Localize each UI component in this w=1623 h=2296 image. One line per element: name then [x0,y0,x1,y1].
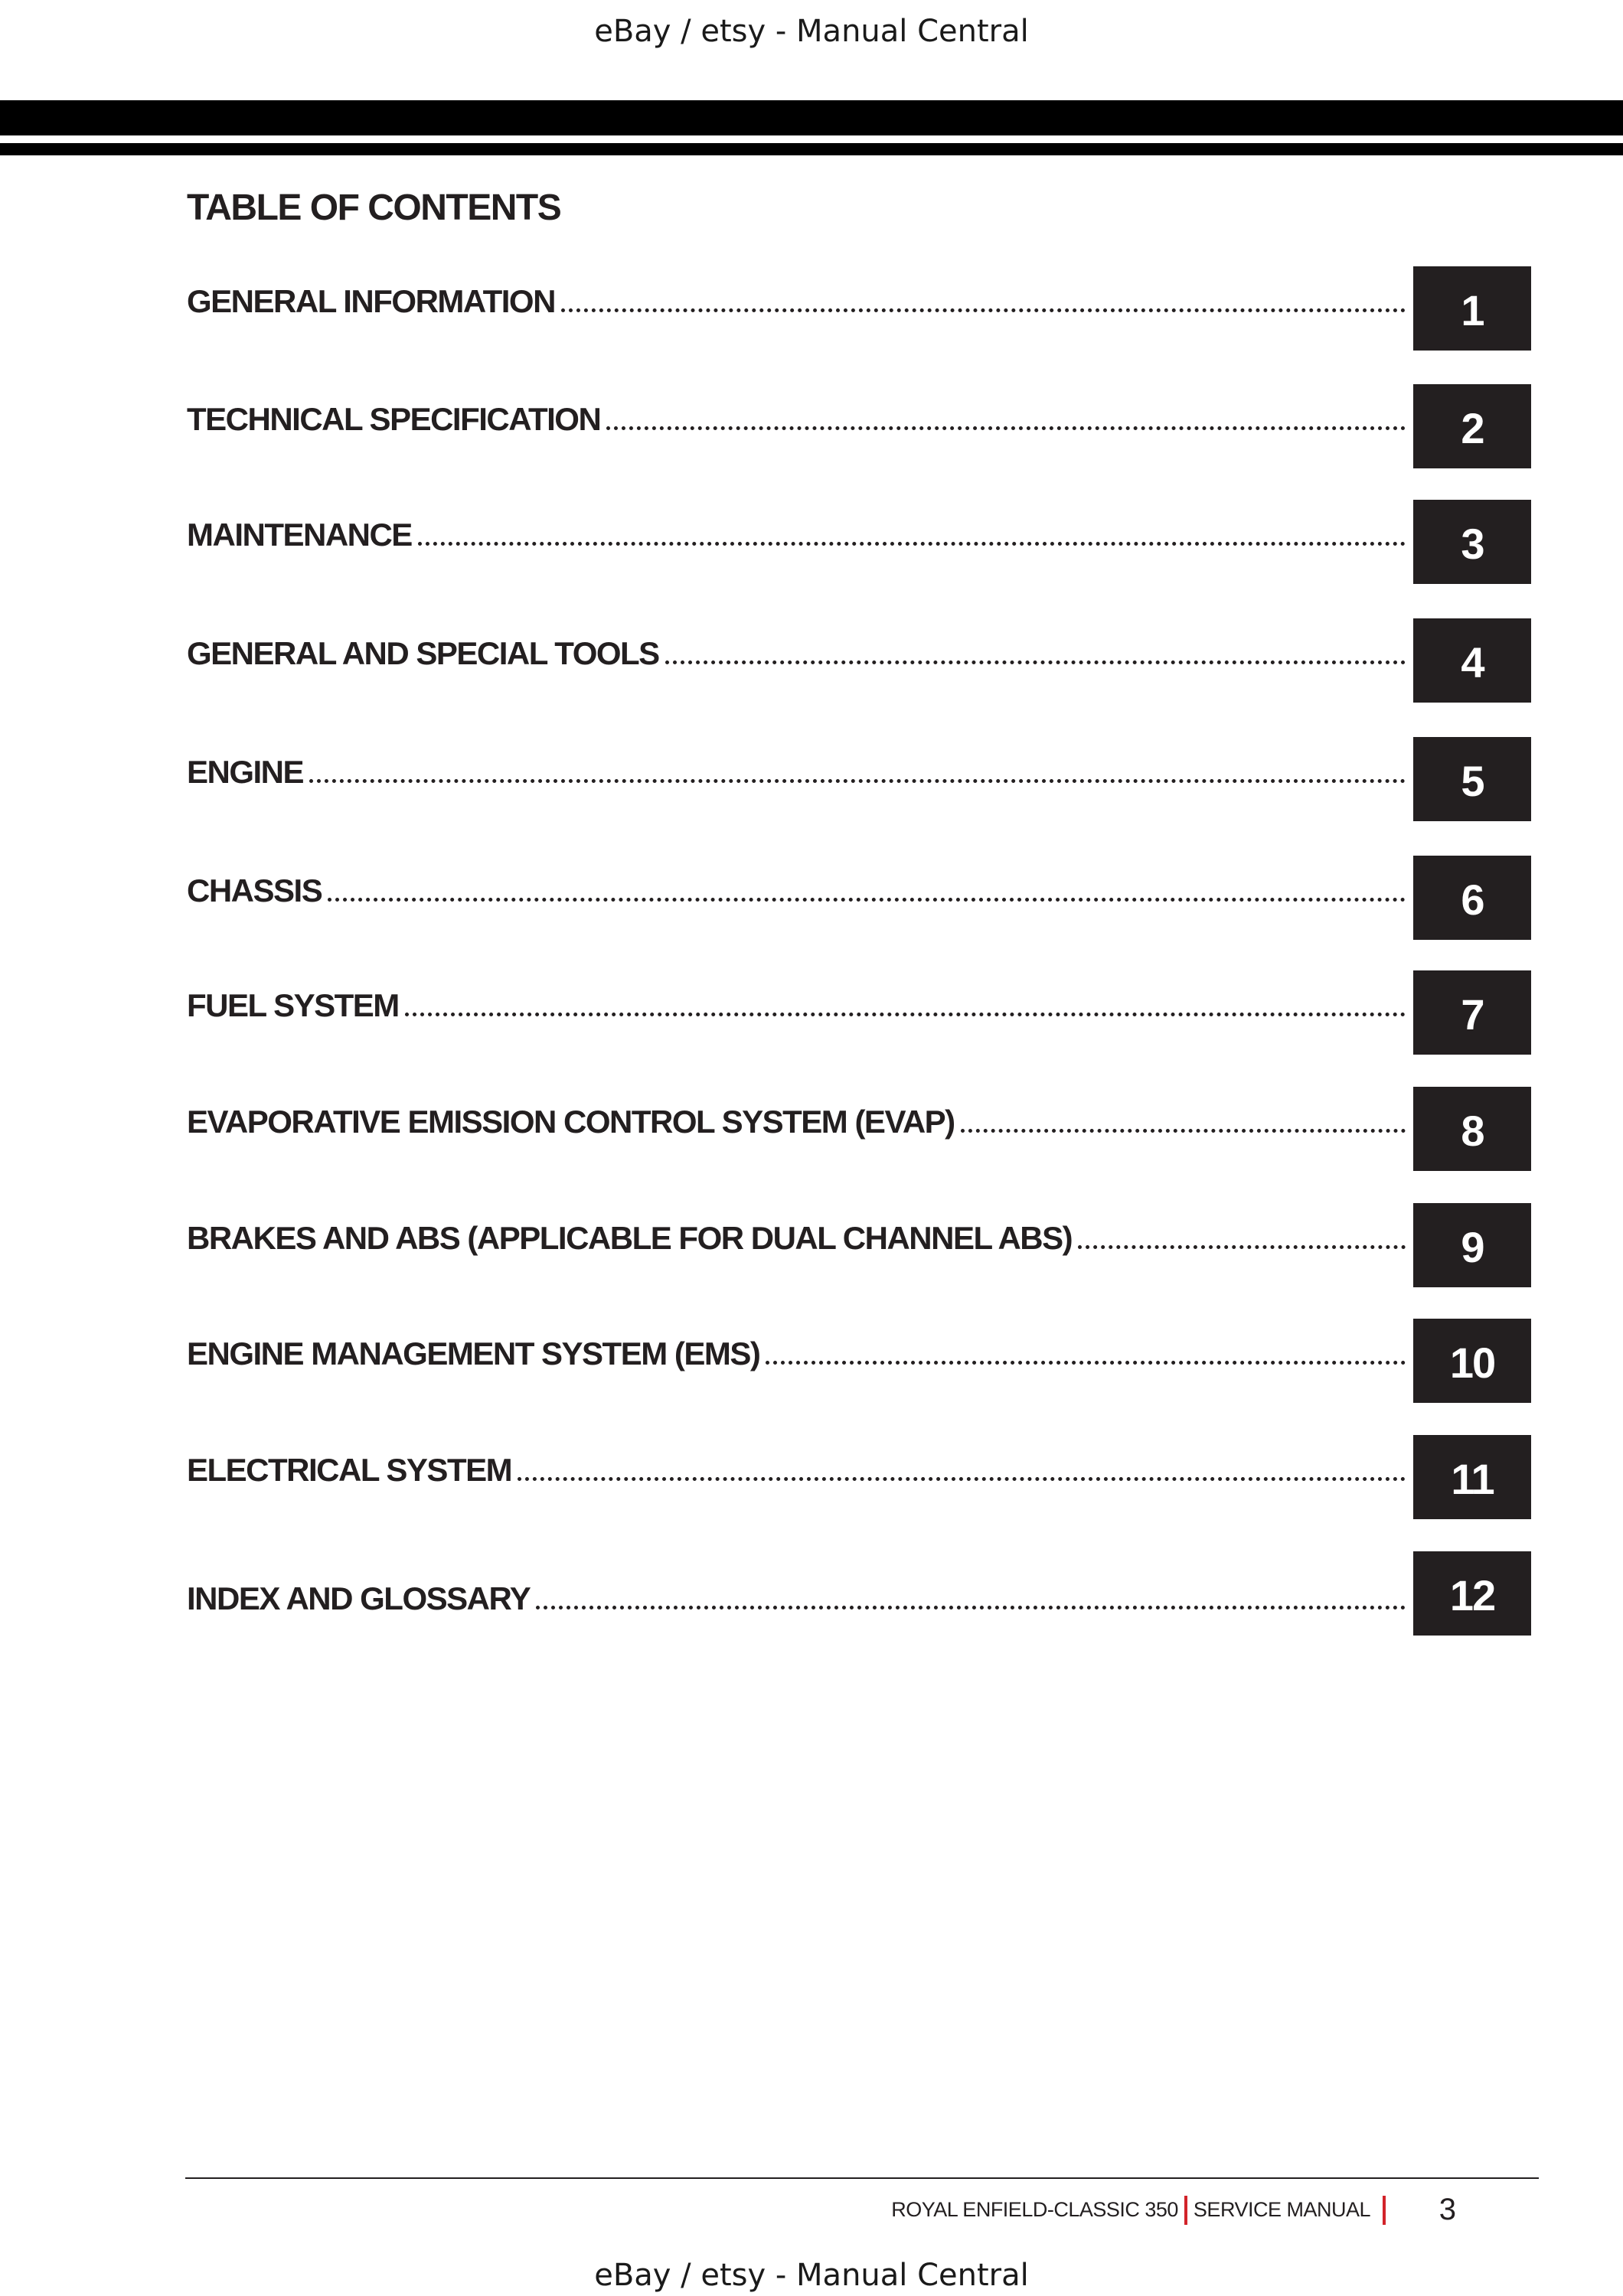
toc-entry-engine-management-system[interactable] [187,1319,1531,1403]
section-number-box: 8 [1413,1087,1531,1171]
dot-leader [961,1129,1406,1133]
toc-title: TABLE OF CONTENTS [187,188,561,228]
dot-leader [561,308,1406,312]
toc-entry-technical-specification[interactable] [187,384,1531,468]
toc-entry-label: CHASSIS [187,872,322,908]
page-number: 3 [1438,2193,1456,2226]
toc-entry-engine[interactable] [187,737,1531,821]
section-number-box: 4 [1413,618,1531,703]
dot-leader [418,542,1406,546]
toc-entry-general-information[interactable] [187,266,1531,351]
section-number-box: 7 [1413,970,1531,1055]
section-number-box: 1 [1413,266,1531,351]
toc-entry-fuel-system[interactable] [187,970,1531,1055]
dot-leader [518,1477,1406,1481]
watermark-top: eBay / etsy - Manual Central [594,14,1029,49]
page-footer [891,2193,1456,2227]
toc-entry-label: ELECTRICAL SYSTEM [187,1452,512,1488]
toc-entry-maintenance[interactable] [187,500,1531,584]
dot-leader [606,426,1406,430]
header-rule-thin [0,143,1623,155]
footer-manual-title: SERVICE MANUAL [1193,2198,1370,2221]
header-rule-thick [0,100,1623,135]
toc-entry-electrical-system[interactable] [187,1435,1531,1519]
toc-entry-chassis[interactable] [187,856,1531,940]
dot-leader [309,779,1406,783]
footer-rule [185,2177,1539,2179]
section-number-box: 12 [1413,1551,1531,1636]
toc-entry-label: ENGINE MANAGEMENT SYSTEM (EMS) [187,1336,760,1371]
dot-leader [665,660,1406,664]
section-number-box: 11 [1413,1435,1531,1519]
watermark-bottom: eBay / etsy - Manual Central [594,2258,1029,2293]
dot-leader [328,898,1406,902]
toc-entry-label: GENERAL INFORMATION [187,283,555,319]
toc-entry-evap[interactable] [187,1087,1531,1171]
toc-entry-label: MAINTENANCE [187,517,412,553]
section-number-box: 10 [1413,1319,1531,1403]
toc-entry-label: ENGINE [187,754,304,790]
footer-red-divider [1184,2196,1187,2225]
section-number-box: 6 [1413,856,1531,940]
dot-leader [405,1013,1406,1016]
toc-entry-label: GENERAL AND SPECIAL TOOLS [187,635,659,671]
dot-leader [1078,1245,1406,1249]
dot-leader [766,1361,1406,1365]
dot-leader [536,1606,1406,1609]
toc-entry-label: EVAPORATIVE EMISSION CONTROL SYSTEM (EVAP) [187,1104,955,1140]
section-number-box: 3 [1413,500,1531,584]
toc-entry-label: TECHNICAL SPECIFICATION [187,401,601,437]
toc-entry-label: FUEL SYSTEM [187,987,399,1023]
toc-entry-brakes-and-abs[interactable] [187,1203,1531,1287]
toc-entry-label: BRAKES AND ABS (APPLICABLE FOR DUAL CHANNEL ABS) [187,1220,1073,1256]
footer-red-divider [1383,2196,1386,2225]
toc-entry-general-and-special-tools[interactable] [187,618,1531,703]
footer-model-name: ROYAL ENFIELD-CLASSIC 350 [891,2198,1178,2221]
toc-entry-index-and-glossary[interactable] [187,1551,1531,1636]
toc-entry-label: INDEX AND GLOSSARY [187,1580,531,1616]
section-number-box: 9 [1413,1203,1531,1287]
section-number-box: 5 [1413,737,1531,821]
section-number-box: 2 [1413,384,1531,468]
